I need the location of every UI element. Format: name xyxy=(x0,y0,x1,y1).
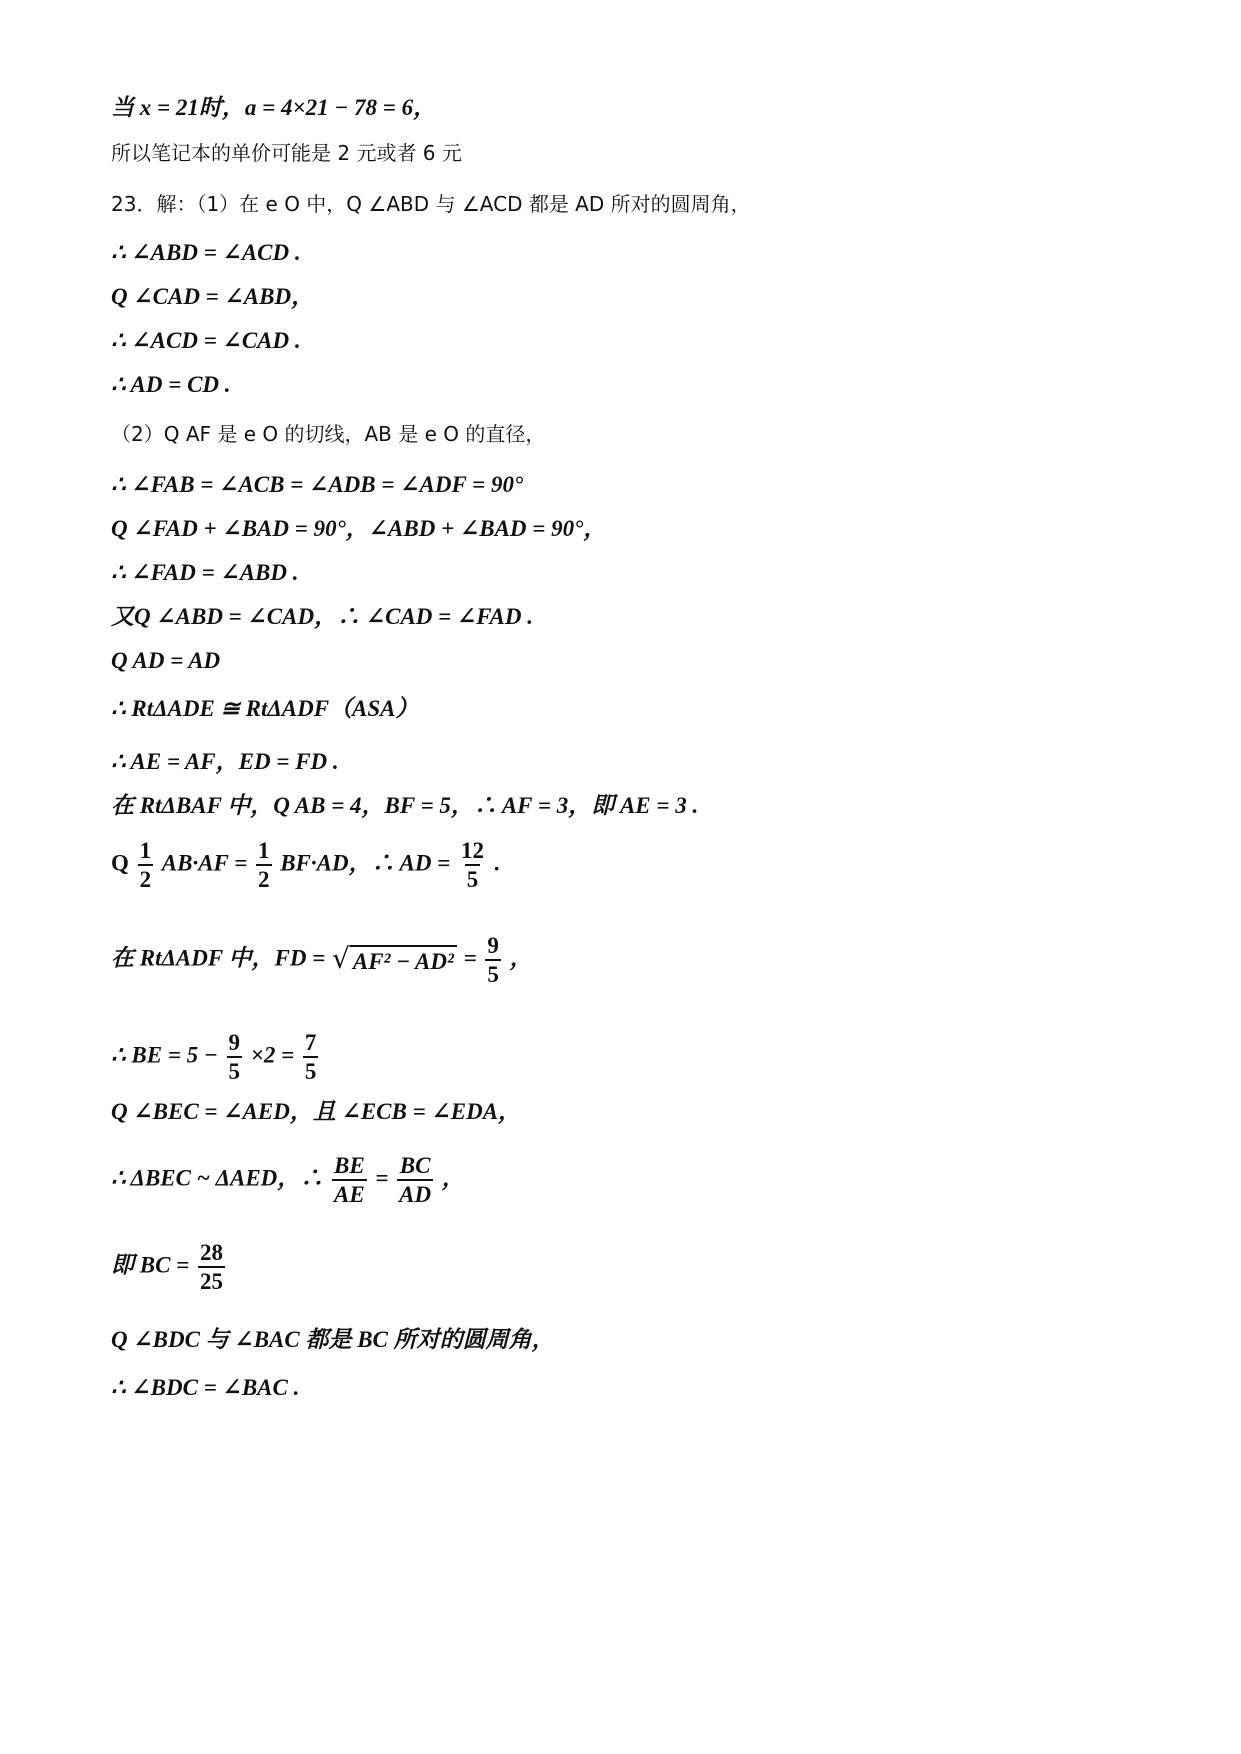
line-angle-bec-aed: Q ∠BEC = ∠AED，且 ∠ECB = ∠EDA， xyxy=(111,1099,522,1124)
line-angle-bdc-bac-arc: Q ∠BDC 与 ∠BAC 都是 BC 所对的圆周角， xyxy=(111,1327,555,1352)
line-x-equals-21: 当 x = 21时，a = 4×21 − 78 = 6， xyxy=(111,95,437,120)
line-part2-tangent: （2）Q AF 是 e O 的切线，AB 是 e O 的直径， xyxy=(111,422,546,446)
fraction-nine-fifths xyxy=(485,933,501,987)
fraction-numerator: 9 xyxy=(228,1030,241,1055)
fraction-numerator: 12 xyxy=(460,838,484,863)
line-right-angles: ∴ ∠FAB = ∠ACB = ∠ADB = ∠ADF = 90° xyxy=(111,472,524,497)
equation-text: ∴ ΔBEC ~ ΔAED，∴ xyxy=(111,1165,324,1191)
fraction-denominator: AE xyxy=(332,1179,367,1207)
fraction-denominator: 25 xyxy=(198,1266,225,1294)
equation-bc-result xyxy=(111,1240,227,1294)
fraction-numerator: 9 xyxy=(487,933,499,958)
fraction-one-half-a xyxy=(138,838,154,892)
equation-text: = xyxy=(463,945,477,971)
line-angle-fad-abd: ∴ ∠FAD = ∠ABD . xyxy=(111,560,299,585)
fraction-twelve-fifths xyxy=(459,838,486,892)
fraction-numerator: 1 xyxy=(139,838,152,863)
line-angle-cad-abd: Q ∠CAD = ∠ABD， xyxy=(111,284,315,309)
line-angle-acd-cad: ∴ ∠ACD = ∠CAD . xyxy=(111,328,301,353)
equation-text: AB·AF = xyxy=(161,850,248,876)
fraction-seven-fifths xyxy=(303,1030,319,1084)
fraction-denominator: 5 xyxy=(485,959,501,987)
fraction-one-half-b xyxy=(256,838,272,892)
therefore-since-symbol: Q xyxy=(111,850,129,876)
equation-text: ， xyxy=(509,945,533,971)
equation-text: . xyxy=(494,850,501,876)
fraction-denominator: 2 xyxy=(138,864,154,892)
equation-be xyxy=(111,1030,320,1084)
line-angle-abd-acd: ∴ ∠ABD = ∠ACD . xyxy=(111,240,301,265)
line-angle-bdc-equals-bac: ∴ ∠BDC = ∠BAC . xyxy=(111,1375,300,1400)
equation-text: 即 BC = xyxy=(111,1252,190,1278)
radicand: AF² − AD² xyxy=(350,945,457,975)
fraction-bc-over-ad xyxy=(397,1153,433,1207)
equation-text: ∴ BE = 5 − xyxy=(111,1042,218,1068)
equation-text: BF·AD，∴ AD = xyxy=(280,850,451,876)
fraction-numerator: BE xyxy=(333,1153,365,1178)
line-notebook-price: 所以笔记本的单价可能是 2 元或者 6 元 xyxy=(111,141,462,165)
fraction-numerator: 28 xyxy=(199,1240,223,1265)
line-angle-sums: Q ∠FAD + ∠BAD = 90°，∠ABD + ∠BAD = 90°， xyxy=(111,516,607,541)
equation-text: ×2 = xyxy=(250,1042,295,1068)
radical-sign: √ xyxy=(332,942,350,975)
fraction-numerator: 1 xyxy=(258,838,270,863)
equation-text: = xyxy=(375,1165,389,1191)
equation-area-ad xyxy=(111,838,500,892)
fraction-be-over-ae xyxy=(332,1153,367,1207)
fraction-denominator: AD xyxy=(397,1179,433,1207)
equation-text: ， xyxy=(441,1165,465,1191)
equation-similar-triangles xyxy=(111,1153,465,1207)
line-ad-common: Q AD = AD xyxy=(111,648,221,673)
fraction-nine-fifths xyxy=(227,1030,243,1084)
equation-fd-sqrt xyxy=(111,933,533,987)
fraction-denominator: 5 xyxy=(227,1056,243,1084)
fraction-28-over-25 xyxy=(198,1240,225,1294)
fraction-denominator: 2 xyxy=(256,864,272,892)
line-triangle-baf: 在 RtΔBAF 中，Q AB = 4，BF = 5，∴ AF = 3，即 AE = 3 . xyxy=(111,793,699,818)
line-ae-af-ed-fd: ∴ AE = AF，ED = FD . xyxy=(111,749,339,774)
square-root xyxy=(332,942,457,975)
fraction-numerator: 7 xyxy=(304,1030,317,1055)
line-congruent-triangles: ∴ RtΔADE ≅ RtΔADF（ASA） xyxy=(111,696,419,721)
line-ad-equals-cd: ∴ AD = CD . xyxy=(111,372,231,397)
equation-text: 在 RtΔADF 中，FD = xyxy=(111,945,326,971)
fraction-numerator: BC xyxy=(399,1153,431,1178)
line-q23-part1-start: 23．解：（1）在 e O 中，Q ∠ABD 与 ∠ACD 都是 AD 所对的圆周角， xyxy=(111,192,751,216)
line-angle-cad-fad: 又Q ∠ABD = ∠CAD，∴ ∠CAD = ∠FAD . xyxy=(111,604,533,629)
fraction-denominator: 5 xyxy=(465,864,481,892)
fraction-denominator: 5 xyxy=(303,1056,319,1084)
